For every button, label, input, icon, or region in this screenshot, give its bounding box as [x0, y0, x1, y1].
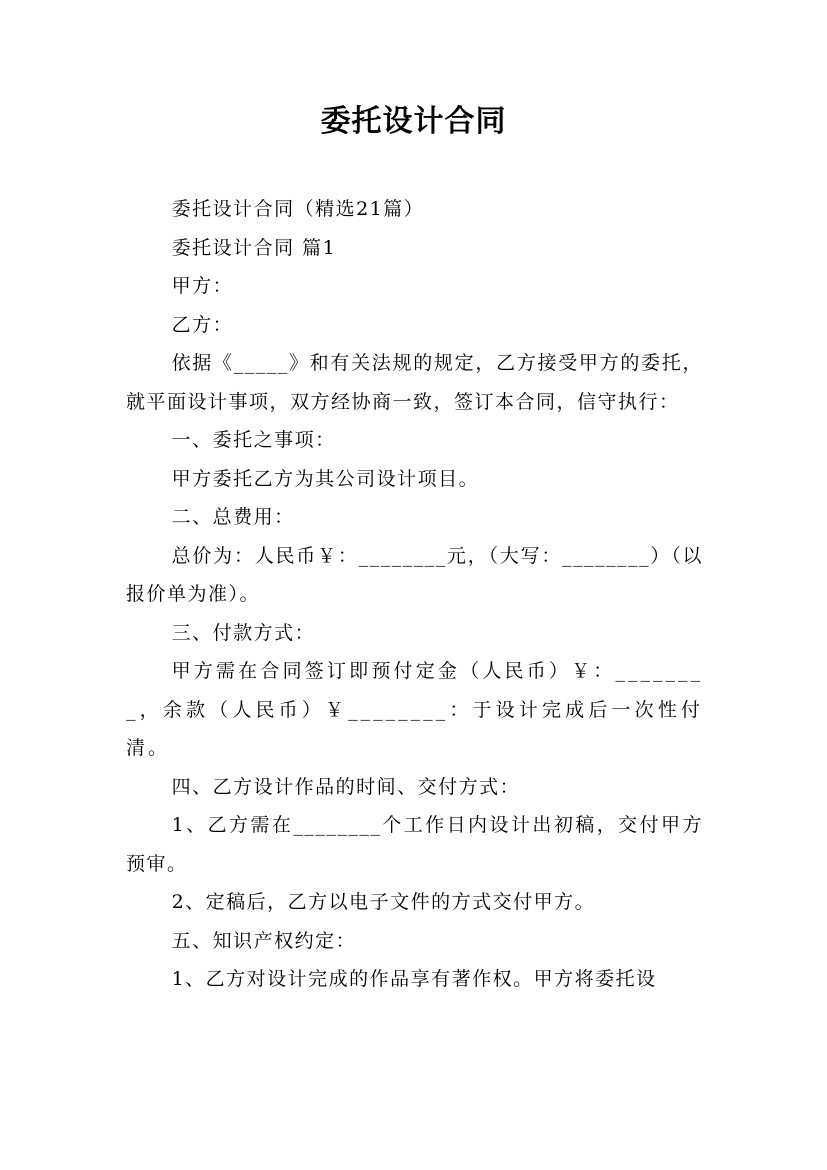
paragraph-clause-2-heading: 二、总费用：	[171, 506, 295, 528]
paragraph-clause-3-heading: 三、付款方式：	[171, 621, 316, 644]
paragraph-clause-4-item-1: 1、乙方需在________个工作日内设计出初稿，交付甲方预审。	[126, 814, 703, 875]
paragraph-clause-5-item-1: 1、乙方对设计完成的作品享有著作权。甲方将委托设	[171, 968, 657, 990]
paragraph-preamble: 依据《_____》和有关法规的规定，乙方接受甲方的委托，就平面设计事项，双方经协商一致，签订本合同，信守执行：	[126, 352, 703, 413]
paragraph-clause-1-heading: 一、委托之事项：	[171, 429, 336, 451]
paragraph-clause-2-body: 总价为：人民币￥：________元，（大写：________）（以报价单为准）。	[126, 544, 703, 605]
paragraph-subtitle: 委托设计合同（精选21篇）	[171, 198, 425, 220]
document-title: 委托设计合同	[320, 104, 507, 139]
paragraph-section-heading: 委托设计合同 篇1	[171, 236, 337, 259]
document-body	[126, 190, 703, 999]
paragraph-clause-4-heading: 四、乙方设计作品的时间、交付方式：	[171, 775, 521, 798]
paragraph-party-b: 乙方：	[171, 313, 234, 336]
paragraph-clause-1-body: 甲方委托乙方为其公司设计项目。	[171, 467, 480, 490]
paragraph-clause-4-item-2: 2、定稿后，乙方以电子文件的方式交付甲方。	[171, 891, 596, 913]
paragraph-clause-5-heading: 五、知识产权约定：	[171, 929, 357, 952]
paragraph-party-a: 甲方：	[171, 275, 234, 297]
paragraph-clause-3-body: 甲方需在合同签订即预付定金（人民币）￥：________，余款（人民币）￥________：于设计完成后一次性付清。	[126, 660, 703, 759]
